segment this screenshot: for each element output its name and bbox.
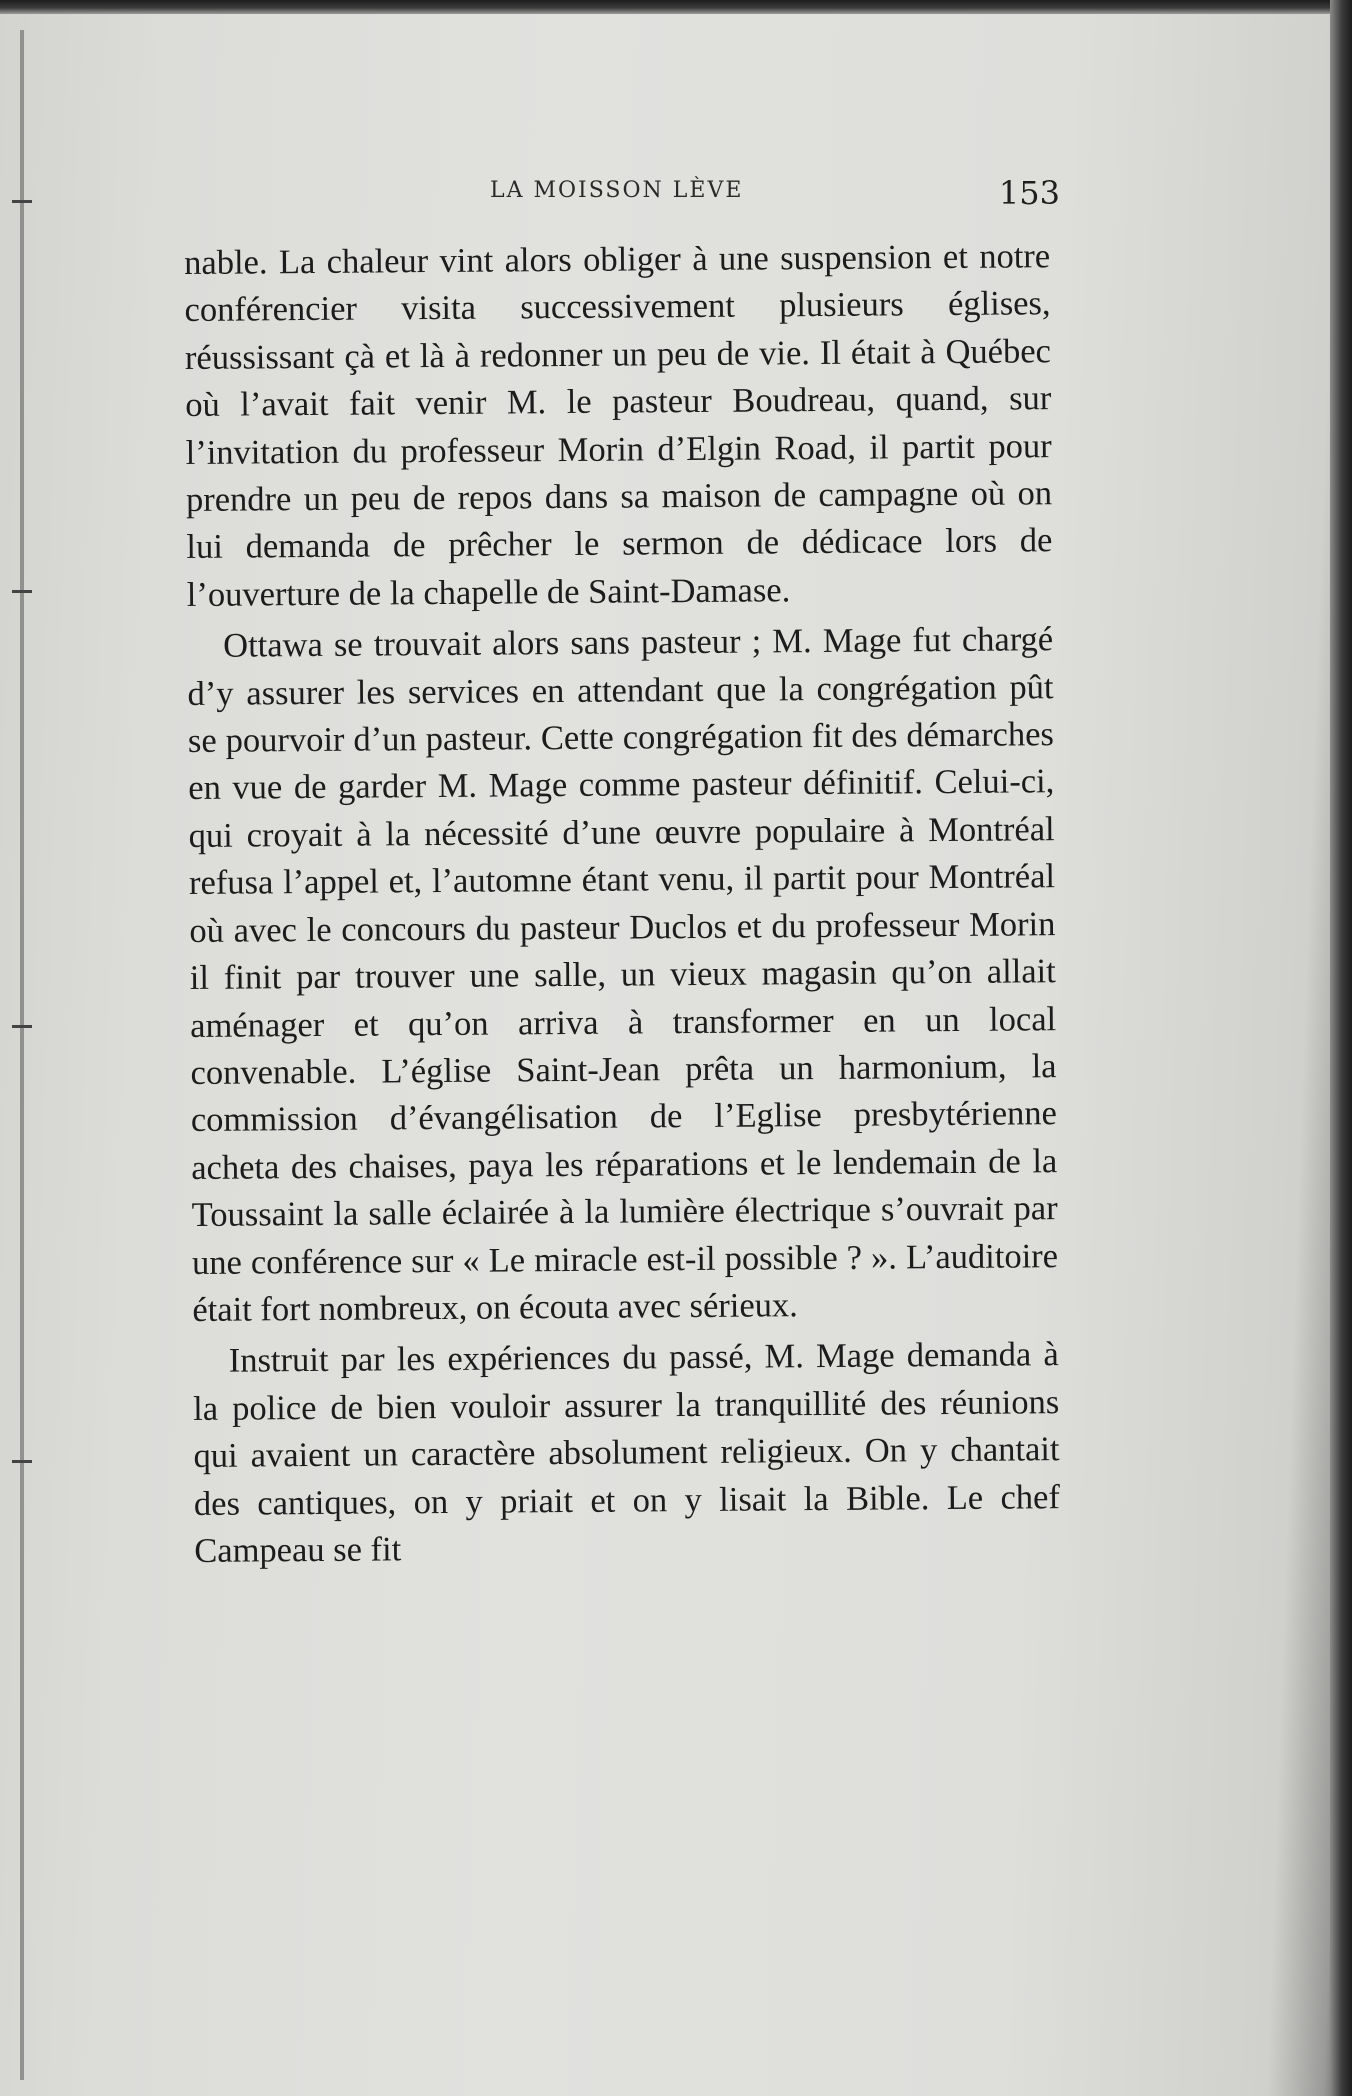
binding-stitch-line	[20, 30, 24, 2080]
page-top-shadow	[0, 0, 1352, 14]
binding-mark	[12, 200, 32, 203]
body-text	[184, 233, 1062, 1820]
binding-mark	[12, 1460, 32, 1463]
binding-mark	[12, 1025, 32, 1028]
page-number: 153	[998, 174, 1060, 212]
running-title: LA MOISSON LÈVE	[490, 178, 744, 203]
running-head	[180, 174, 1060, 218]
binding-mark	[12, 590, 32, 593]
paragraph-2: Ottawa se trouvait alors sans pasteur ; M. Mage fut chargé d’y assurer les services en attendant que la congrégation pût se pourvoir d’un pasteur. Cette congrégation fit des démarches en vue de garder M. Mage comme pasteur définitif. Celui-ci, qui croyait à la nécessité d’une œuvre populaire à Montréal refusa l’appel et, l’automne étant venu, il partit pour Montréal où avec le concours du pasteur Duclos et du professeur Morin il finit par trouver une salle, un vieux magasin qu’on allait aménager et qu’on arriva à transformer en un local convenable. L’église Saint-Jean prêta un harmonium, la commission d’évangélisation de l’Eglise presbytérienne acheta des chaises, paya les réparations et le lendemain de la Toussaint la salle éclairée à la lumière électrique s’ouvrait par une conférence sur « Le miracle est-il possible ? ». L’auditoire était fort nombreux, on écouta avec sérieux.	[187, 620, 1059, 1329]
paragraph-1: nable. La chaleur vint alors obliger à une suspension et notre conférencier visita successivement plusieurs églises, réussissant çà et là à redonner un peu de vie. Il était à Québec où l’avait fait venir M. le pasteur Boudreau, quand, sur l’invitation du professeur Morin d’Elgin Road, il partit pour prendre un peu de repos dans sa maison de campagne où on lui demanda de prêcher le sermon de dédicace lors de l’ouverture de la chapelle de Saint-Damase.	[184, 237, 1053, 614]
page-right-shadow	[1330, 0, 1352, 2096]
paragraph-3: Instruit par les expériences du passé, M. Mage demanda à la police de bien vouloir assurer la tranquillité des réunions qui avaient un caractère absolument religieux. On y chantait des cantiques, on y priait et on y lisait la Bible. Le chef Campeau se fit	[193, 1335, 1061, 1570]
